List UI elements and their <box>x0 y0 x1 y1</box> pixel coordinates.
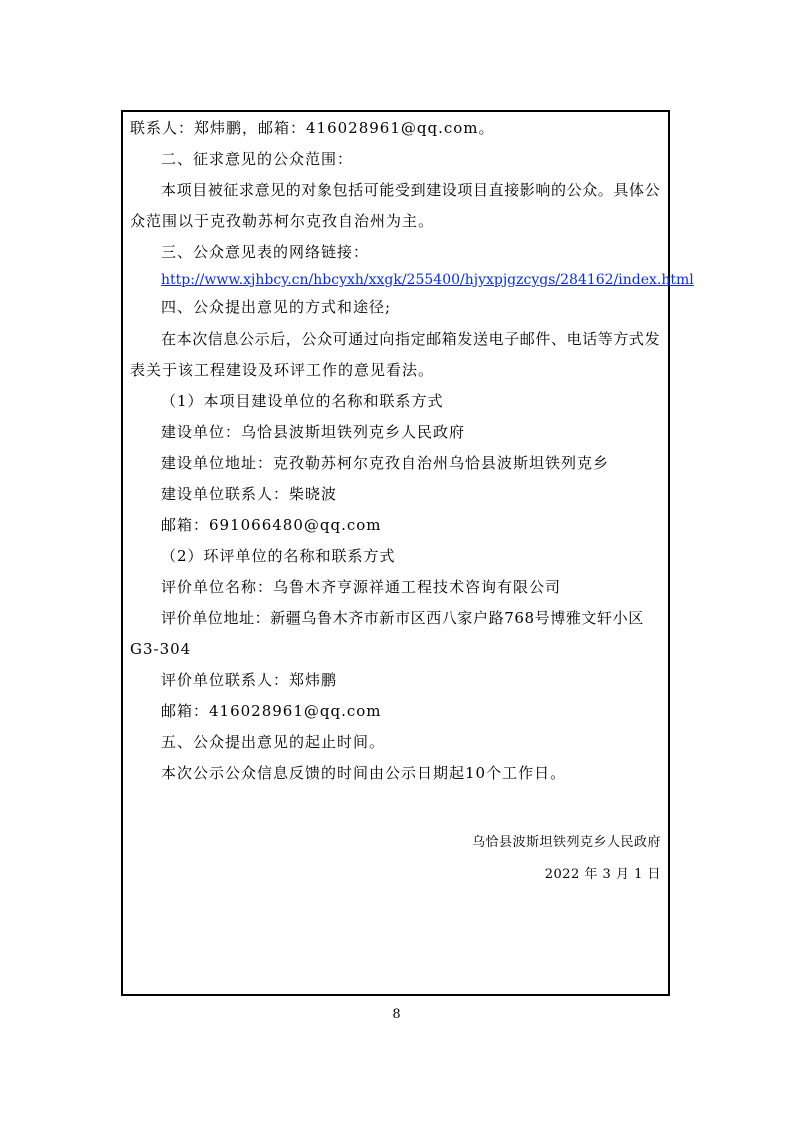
builder-contact: 建设单位联系人：柴晓波 <box>161 485 338 503</box>
evaluator-contact: 评价单位联系人：郑炜鹏 <box>161 671 338 689</box>
section-4-heading: 四、公众提出意见的方式和途径; <box>161 298 392 316</box>
signature-org: 乌恰县波斯坦铁列克乡人民政府 <box>471 835 661 850</box>
survey-link[interactable]: http://www.xjhbcy.cn/hbcyxh/xxgk/255400/hjyxpjgzcygs/284162/index.html <box>161 272 694 288</box>
evaluator-address-cont: G3-304 <box>130 640 192 658</box>
evaluator-heading: （2）环评单位的名称和联系方式 <box>161 547 396 565</box>
builder-address: 建设单位地址：克孜勒苏柯尔克孜自治州乌恰县波斯坦铁列克乡 <box>161 454 610 472</box>
builder-name: 建设单位：乌恰县波斯坦铁列克乡人民政府 <box>161 423 466 441</box>
section-5-heading: 五、公众提出意见的起止时间。 <box>161 733 386 751</box>
builder-email: 邮箱：691066480@qq.com <box>161 516 382 534</box>
builder-heading: （1）本项目建设单位的名称和联系方式 <box>161 392 444 410</box>
page-number: 8 <box>392 1007 401 1022</box>
evaluator-name: 评价单位名称：乌鲁木齐亨源祥通工程技术咨询有限公司 <box>161 578 562 596</box>
method-text-1: 在本次信息公示后，公众可通过向指定邮箱发送电子邮件、电话等方式发 <box>161 330 661 348</box>
evaluator-email: 邮箱：416028961@qq.com <box>161 702 382 720</box>
scope-text-1: 本项目被征求意见的对象包括可能受到建设项目直接影响的公众。具体公 <box>161 181 661 199</box>
evaluator-address: 评价单位地址：新疆乌鲁木齐市新市区西八家户路768号博雅文轩小区 <box>161 609 644 627</box>
method-text-2: 表关于该工程建设及环评工作的意见看法。 <box>130 361 435 379</box>
scope-text-2: 众范围以于克孜勒苏柯尔克孜自治州为主。 <box>130 212 435 230</box>
section-2-heading: 二、征求意见的公众范围： <box>161 150 354 168</box>
signature-date: 2022 年 3 月 1 日 <box>544 867 661 882</box>
period-text: 本次公示公众信息反馈的时间由公示日期起10个工作日。 <box>161 764 567 782</box>
section-3-heading: 三、公众意见表的网络链接： <box>161 243 370 261</box>
contact-line: 联系人：郑炜鹏，邮箱：416028961@qq.com。 <box>130 119 495 137</box>
